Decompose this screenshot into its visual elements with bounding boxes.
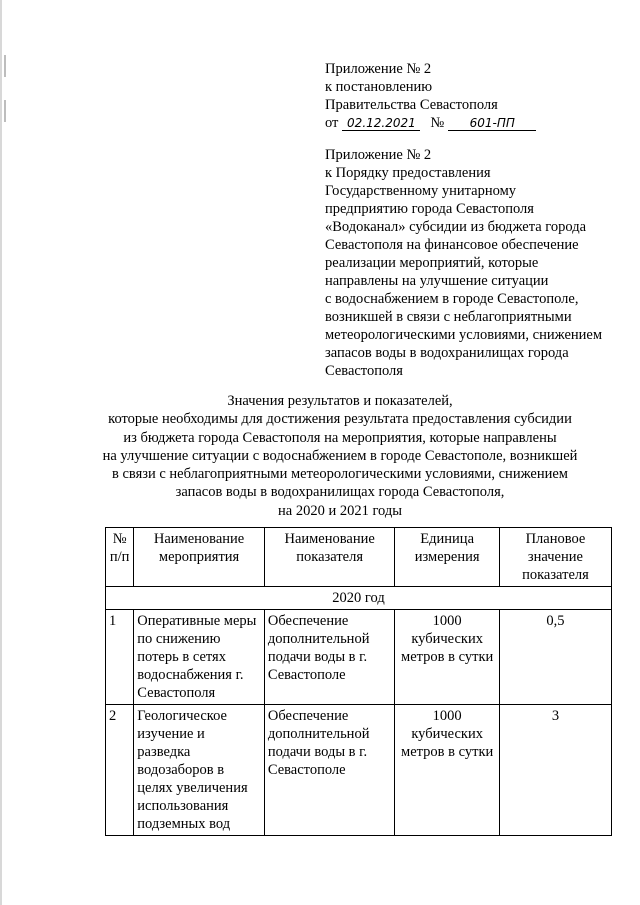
resolution-number: 601-ПП bbox=[448, 116, 536, 131]
table-row bbox=[106, 610, 612, 705]
heading-line: Значения результатов и показателей, bbox=[227, 393, 453, 409]
scan-edge-mark bbox=[4, 55, 6, 77]
resolution-date: 02.12.2021 bbox=[342, 116, 420, 131]
appendix-line: «Водоканал» субсидии из бюджета города bbox=[325, 219, 587, 235]
appendix-line: Государственному унитарному bbox=[325, 183, 517, 199]
appendix-line: направлены на улучшение ситуации bbox=[325, 273, 549, 289]
cell-unit: 1000 кубических метров в сутки bbox=[395, 610, 499, 705]
cell-indicator: Обеспечение дополнительной подачи воды в г. Севастополе bbox=[264, 705, 395, 836]
header-unit: Единица измерения bbox=[395, 528, 499, 587]
appendix-line: с водоснабжением в городе Севастополе, bbox=[325, 291, 579, 307]
cell-activity: Геологическое изучение и разведка водозаборов в целях увеличения использования подземных вод bbox=[134, 705, 265, 836]
appendix-line: Севастополя bbox=[325, 363, 403, 379]
appendix-line: Правительства Севастополя bbox=[325, 97, 498, 113]
results-table bbox=[105, 527, 612, 836]
cell-activity: Оперативные меры по снижению потерь в сетях водоснабжения г. Севастополя bbox=[134, 610, 265, 705]
appendix-procedure-block bbox=[325, 146, 625, 380]
appendix-line: предприятию города Севастополя bbox=[325, 201, 534, 217]
cell-plan: 3 bbox=[499, 705, 611, 836]
from-label: от bbox=[325, 115, 339, 131]
header-plan: Плановое значение показателя bbox=[499, 528, 611, 587]
cell-num: 1 bbox=[106, 610, 134, 705]
table-header-row bbox=[106, 528, 612, 587]
heading-line: в связи с неблагоприятными метеорологическими условиями, снижением bbox=[112, 466, 568, 483]
cell-num: 2 bbox=[106, 705, 134, 836]
heading-line: которые необходимы для достижения результата предоставления субсидии bbox=[108, 411, 572, 428]
heading-line: на улучшение ситуации с водоснабжением в городе Севастополе, возникшей bbox=[102, 447, 578, 464]
appendix-line: Севастополя на финансовое обеспечение bbox=[325, 237, 579, 253]
appendix-line: Приложение № 2 bbox=[325, 147, 432, 163]
cell-unit: 1000 кубических метров в сутки bbox=[395, 705, 499, 836]
appendix-line: к Порядку предоставления bbox=[325, 165, 491, 181]
cell-plan: 0,5 bbox=[499, 610, 611, 705]
appendix-resolution-block bbox=[325, 60, 625, 132]
scan-edge-mark bbox=[4, 100, 6, 122]
number-label: № bbox=[430, 115, 445, 131]
heading-line: из бюджета города Севастополя на мероприятия, которые направлены bbox=[123, 429, 557, 446]
scan-left-edge bbox=[0, 0, 2, 905]
header-indicator: Наименование показателя bbox=[264, 528, 395, 587]
appendix-line: метеорологическими условиями, снижением bbox=[325, 327, 603, 343]
cell-indicator: Обеспечение дополнительной подачи воды в г. Севастополе bbox=[264, 610, 395, 705]
header-activity: Наименование мероприятия bbox=[134, 528, 265, 587]
heading-line: на 2020 и 2021 годы bbox=[278, 502, 402, 519]
resolution-date-line bbox=[325, 114, 625, 132]
year-cell: 2020 год bbox=[106, 587, 612, 610]
document-heading bbox=[70, 392, 610, 520]
appendix-line: к постановлению bbox=[325, 79, 433, 95]
header-num: № п/п bbox=[106, 528, 134, 587]
heading-line: запасов воды в водохранилищах города Севастополя, bbox=[175, 484, 505, 501]
appendix-line: реализации мероприятий, которые bbox=[325, 255, 539, 271]
appendix-title: Приложение № 2 bbox=[325, 61, 432, 77]
table-row bbox=[106, 705, 612, 836]
appendix-line: запасов воды в водохранилищах города bbox=[325, 345, 569, 361]
year-row bbox=[106, 587, 612, 610]
appendix-line: возникшей в связи с неблагоприятными bbox=[325, 309, 572, 325]
